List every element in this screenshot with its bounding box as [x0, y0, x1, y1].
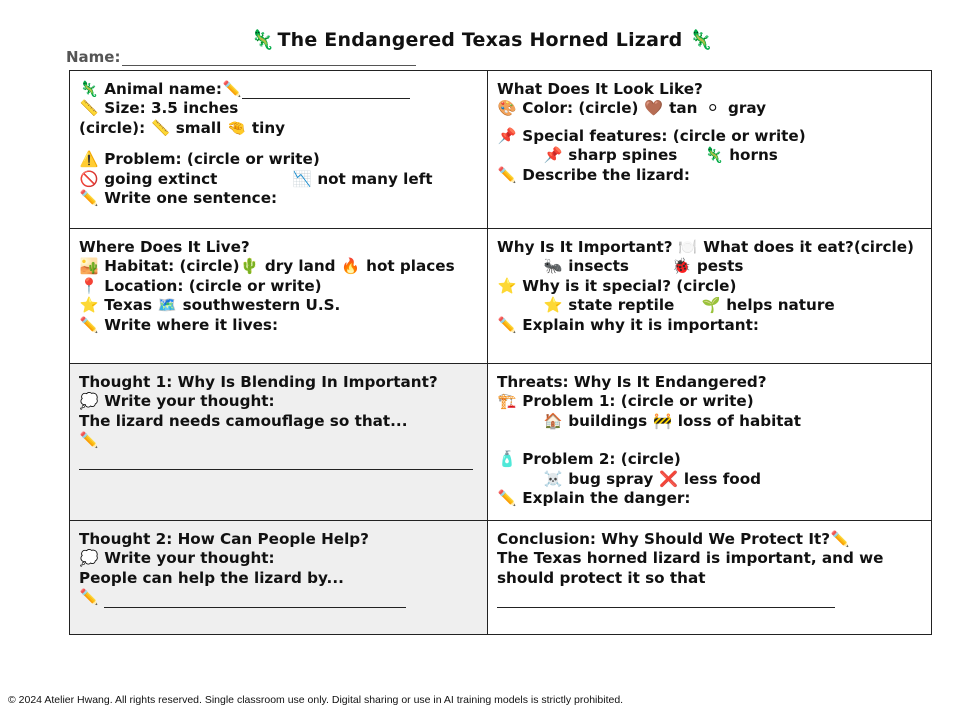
problem2-option-less-food[interactable]: less food [683, 469, 762, 488]
name-label: Name: [66, 48, 121, 66]
map-icon: 🗺️ [157, 296, 177, 315]
star-icon: ⭐ [79, 296, 99, 315]
location-option-southwest[interactable]: southwestern U.S. [182, 296, 341, 315]
thought2-write-prompt: Write your thought: [104, 549, 275, 568]
size-label: Size: [104, 99, 146, 118]
construction-icon: 🏗️ [497, 392, 517, 411]
cell-conclusion [488, 521, 931, 634]
pinch-hand-icon: 🤏 [227, 118, 247, 137]
name-blank-line[interactable] [122, 51, 416, 66]
size-value: 3.5 inches [150, 99, 239, 118]
color-option-gray[interactable]: gray [727, 99, 767, 118]
feature-option-horns[interactable]: horns [729, 146, 778, 165]
animal-name-label: Animal name: [104, 80, 222, 98]
special-label: Why is it special? (circle) [522, 276, 737, 295]
color-label: Color: (circle) [522, 99, 639, 118]
thought2-answer-line[interactable] [104, 592, 406, 608]
pushpin-icon: 📌 [497, 126, 517, 145]
special-option-helps-nature[interactable]: helps nature [726, 296, 835, 315]
pencil-icon: ✏️ [830, 530, 850, 548]
lizard-icon: 🦎 [79, 80, 99, 98]
pencil-icon: ✏️ [497, 165, 517, 184]
desert-icon: 🏜️ [79, 257, 99, 276]
problem-label: Problem: (circle or write) [104, 150, 320, 169]
habitat-option-hot-places[interactable]: hot places [366, 257, 455, 276]
cell-looks [488, 71, 931, 228]
eat-label: What does it eat?(circle) [703, 238, 914, 256]
color-option-tan[interactable]: tan [669, 99, 698, 118]
prohibited-icon: 🚫 [79, 169, 99, 188]
cell-threats [488, 364, 931, 520]
pencil-icon: ✏️ [497, 315, 517, 334]
size-option-small[interactable]: small [175, 118, 222, 137]
construction-barrier-icon: 🚧 [653, 411, 672, 430]
cell-animal-name [70, 71, 487, 228]
describe-prompt: Describe the lizard: [522, 165, 690, 184]
seedling-icon: 🌱 [701, 296, 721, 315]
cactus-icon: 🌵 [240, 257, 260, 276]
animal-name-blank[interactable] [242, 83, 410, 99]
star-icon: ⭐ [497, 276, 517, 295]
worksheet-grid [69, 70, 932, 635]
pencil-icon: ✏️ [79, 189, 99, 208]
looks-heading: What Does It Look Like? [497, 80, 703, 98]
lives-write-prompt: Write where it lives: [104, 315, 279, 334]
cell-where-lives [70, 229, 487, 363]
pencil-icon: ✏️ [497, 489, 517, 508]
problem2-option-bug-spray[interactable]: bug spray [568, 469, 654, 488]
lizard-icon: 🦎 [250, 29, 275, 51]
conclusion-line-1: The Texas horned lizard is important, and we [497, 549, 884, 568]
chart-down-icon: 📉 [292, 169, 312, 188]
eat-option-insects[interactable]: insects [568, 257, 629, 276]
conclusion-heading: Conclusion: Why Should We Protect It? [497, 530, 831, 548]
feature-option-spines[interactable]: sharp spines [568, 146, 678, 165]
title-text: The Endangered Texas Horned Lizard [277, 29, 683, 51]
cell-thought-2 [70, 521, 487, 634]
grid-column-divider [487, 71, 488, 634]
size-option-tiny[interactable]: tiny [251, 118, 286, 137]
sentence-prompt: Write one sentence: [104, 189, 278, 208]
pencil-icon: ✏️ [79, 431, 99, 450]
problem1-option-habitat-loss[interactable]: loss of habitat [677, 411, 802, 430]
problem-option-extinct[interactable]: going extinct [104, 169, 218, 188]
problem2-label: Problem 2: (circle) [522, 450, 681, 469]
name-field[interactable] [66, 48, 416, 66]
location-option-texas[interactable]: Texas [104, 296, 153, 315]
lizard-icon: 🦎 [689, 29, 714, 51]
conclusion-answer-line[interactable] [497, 592, 835, 608]
features-label: Special features: (circle or write) [522, 126, 806, 145]
spray-bottle-icon: 🧴 [497, 450, 517, 469]
thought1-write-prompt: Write your thought: [104, 392, 275, 411]
lizard-icon: 🦎 [704, 146, 724, 165]
star-icon: ⭐ [543, 296, 563, 315]
location-label: Location: (circle or write) [104, 276, 322, 295]
thought1-heading: Thought 1: Why Is Blending In Important? [79, 373, 438, 391]
pencil-icon: ✏️ [79, 315, 99, 334]
pencil-icon: ✏️ [222, 80, 242, 98]
conclusion-line-2: should protect it so that [497, 568, 706, 587]
thought1-answer-line[interactable] [79, 463, 473, 470]
house-icon: 🏠 [543, 411, 563, 430]
copyright-footer: © 2024 Atelier Hwang. All rights reserved. Single classroom use only. Digital sharing or use in AI training models is strictly prohibited. [8, 694, 624, 706]
important-heading: Why Is It Important? [497, 238, 673, 256]
ruler-icon: 📏 [151, 118, 170, 137]
thought2-starter: People can help the lizard by... [79, 568, 344, 587]
thought1-starter: The lizard needs camouflage so that... [79, 411, 408, 430]
fire-icon: 🔥 [341, 257, 361, 276]
ruler-icon: 📏 [79, 99, 99, 118]
thought-bubble-icon: 💭 [79, 392, 99, 411]
palette-icon: 🎨 [497, 99, 517, 118]
plate-icon: 🍽️ [678, 238, 698, 256]
problem1-label: Problem 1: (circle or write) [522, 392, 754, 411]
ladybug-icon: 🐞 [672, 257, 692, 276]
warning-icon: ⚠️ [79, 150, 99, 169]
skull-icon: ☠️ [543, 469, 563, 488]
brown-heart-icon: 🤎 [644, 99, 664, 118]
cell-why-important [488, 229, 931, 363]
pencil-icon: ✏️ [79, 588, 99, 607]
habitat-label: Habitat: (circle) [104, 257, 240, 276]
important-explain-prompt: Explain why it is important: [522, 315, 759, 334]
cross-mark-icon: ❌ [659, 469, 678, 488]
problem1-option-buildings[interactable]: buildings [568, 411, 648, 430]
pushpin-icon: 📌 [543, 146, 563, 165]
thought2-heading: Thought 2: How Can People Help? [79, 530, 369, 548]
danger-explain-prompt: Explain the danger: [522, 489, 691, 508]
habitat-option-dry-land[interactable]: dry land [264, 257, 336, 276]
ant-icon: 🐜 [543, 257, 563, 276]
eat-option-pests[interactable]: pests [696, 257, 744, 276]
location-pin-icon: 📍 [79, 276, 99, 295]
special-option-state-reptile[interactable]: state reptile [568, 296, 675, 315]
threats-heading: Threats: Why Is It Endangered? [497, 373, 767, 391]
gray-circle-icon: ⚪ [706, 99, 720, 118]
circle-label: (circle): [79, 118, 146, 137]
cell-thought-1 [70, 364, 487, 520]
thought-bubble-icon: 💭 [79, 549, 99, 568]
lives-heading: Where Does It Live? [79, 238, 250, 256]
problem-option-few-left[interactable]: not many left [317, 169, 433, 188]
